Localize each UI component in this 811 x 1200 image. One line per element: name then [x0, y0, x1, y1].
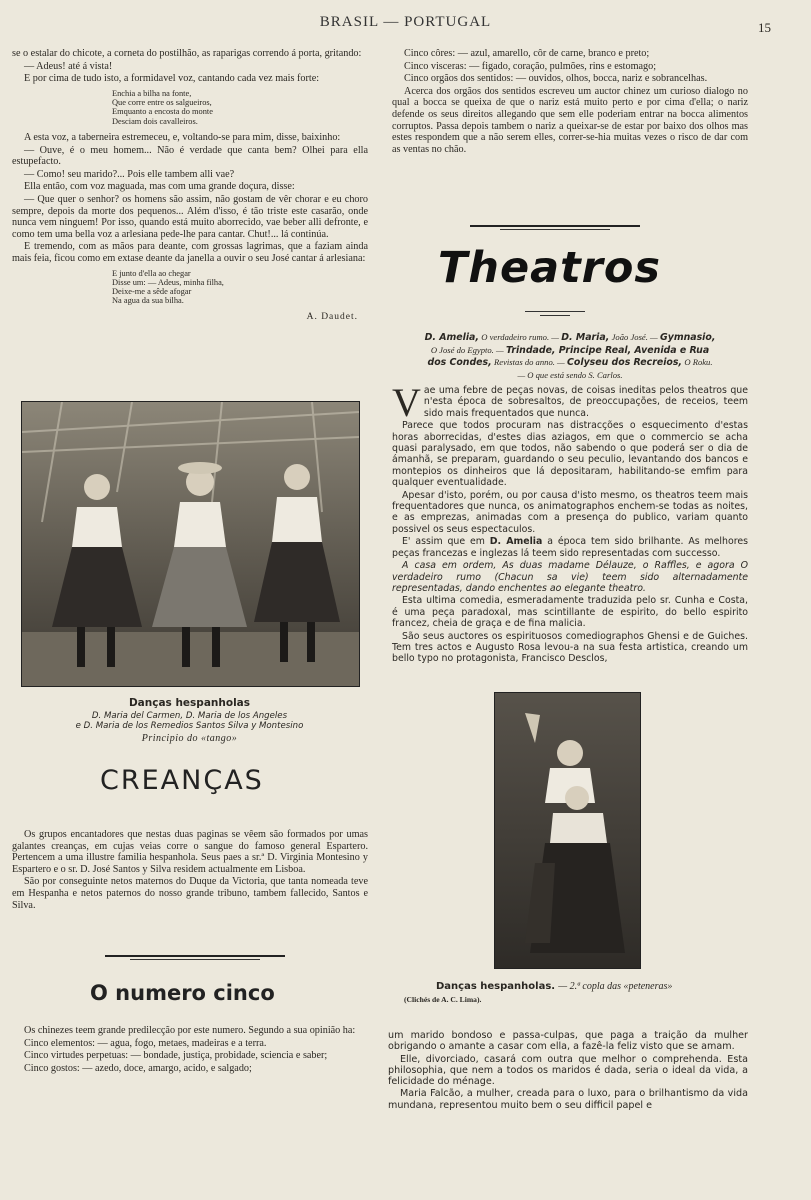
story-paragraph: A esta voz, a taberneira estremeceu, e, voltando-se para mim, disse, baixinho:	[24, 131, 341, 143]
photo1-caption-names	[21, 711, 358, 731]
photo-credit: (Clichés de A. C. Lima).	[404, 995, 482, 1004]
verse-line: Que corre entre os salgueiros,	[112, 98, 212, 108]
summary-theatre: Trindade, Principe Real, Avenida e Rua	[505, 344, 710, 356]
photo-spanish-dances-peteneras	[494, 692, 641, 969]
story-paragraph: Ella então, com voz maguada, mas com uma grande doçura, disse:	[24, 181, 295, 193]
verse-line: Disse um: — Adeus, minha filha,	[112, 277, 224, 287]
story-paragraph: — Ouve, é o meu homem... Não é verdade que canta bem? Olhei para ella estupefacto.	[12, 144, 368, 168]
section-rule	[525, 311, 585, 312]
theatre-paragraph: São seus auctores os espirituosos comediographos Ghensi e de Guiches. Tem tres actos e Augusto Rosa levou-a na sua festa artistica, creando um bello typo no protagonista, Francisco Desclos,	[392, 630, 748, 665]
verse-block	[112, 269, 368, 306]
theatre-paragraph: um marido bondoso e passa-culpas, que paga a traição da mulher obrigando o amante a casar com ella, a fazê-la feliz visto que se amam.	[388, 1030, 748, 1053]
verse-line: Na agua da sua bilha.	[112, 296, 184, 306]
caption-line: e D. Maria de los Remedios Santos Silva y Montesino	[75, 721, 304, 731]
right-top-column	[392, 48, 748, 156]
numero-heading: O numero cinco	[90, 981, 275, 1005]
verse-line: Desciam dois cavalleiros.	[112, 116, 198, 126]
story-column	[12, 48, 368, 323]
page-number: 15	[758, 20, 771, 35]
section-rule	[130, 959, 260, 960]
photo1-caption-title: Danças hespanholas	[128, 697, 251, 709]
theatre-paragraph: A casa em ordem, As duas madame Délauze, o Raffles, e agora O verdadeiro rumo (Chacun sa vie) teem sido alternadamente representadas, dando enchentes ao elegante theatro.	[392, 560, 748, 594]
summary-play: Revistas do anno. —	[494, 357, 565, 367]
story-paragraph: E por cima de tudo isto, a formidavel voz, cantando cada vez mais forte:	[24, 73, 320, 85]
summary-play: O verdadeiro rumo. —	[481, 332, 559, 342]
numero-paragraph: Cinco elementos: — agua, fogo, metaes, madeiras e a terra.	[24, 1037, 267, 1049]
story-paragraph: E tremendo, com as mãos para deante, com grossas lagrimas, que a faziam ainda mais feia, ficou como em extase deante da janella a ouvir o seu José cantar á arlesiana:	[12, 241, 368, 264]
theatre-paragraph: E' assim que em D. Amelia a época tem sido brilhante. As melhores peças francezas e inglezas lá teem sido representadas com successo.	[392, 536, 749, 559]
numero-paragraph: Cinco gostos: — azedo, doce, amargo, acido, e salgado;	[24, 1062, 252, 1074]
summary-theatre: D. Maria,	[561, 332, 610, 343]
running-title: BRASIL — PORTUGAL	[319, 14, 492, 30]
verse-line: Enchia a bilha na fonte,	[112, 88, 192, 98]
caption-line: D. Maria del Carmen, D. Maria de los Angeles	[91, 711, 288, 721]
numero-paragraph: Cinco visceras: — figado, coração, pulmões, rins e estomago;	[404, 60, 657, 72]
photo2-caption-subtitle: — 2.ª copla das «peteneras»	[558, 981, 673, 992]
creancas-paragraph: Os grupos encantadores que nestas duas paginas se vêem são formados por umas galantes creanças, em cujas veias corre o sangue do famoso general Espartero. Pertencem a uma illustre familia hespanhola. Seus paes a sr.ª D. Virginia Montesino y Espartero e o sr. D. José Santos y Silva residem actualmente em Lisboa.	[12, 829, 368, 875]
summary-play: — O que está sendo S. Carlos.	[517, 369, 623, 380]
photo-spanish-dances-tango	[21, 401, 360, 687]
summary-theatre: dos Condes,	[427, 357, 492, 368]
numero-paragraph: Cinco virtudes perpetuas: — bondade, justiça, probidade, sciencia e saber;	[24, 1050, 328, 1062]
verse-line: E junto d'ella ao chegar	[112, 268, 191, 278]
summary-theatre: Gymnasio,	[660, 332, 716, 343]
theatre-paragraph: ae uma febre de peças novas, de coisas ineditas pelos theatros que n'esta época de sobresaltos, de preoccupações, de receios, teem sido mais frequentados que nunca.	[423, 385, 748, 419]
theatre-paragraph: Elle, divorciado, casará com outra que melhor o comprehenda. Esta philosophia, que nem a todos os maridos é dada, seria o ideal da vida, a felicidade do ménage.	[388, 1053, 748, 1088]
verse-line: Deixe-me a sêde afogar	[112, 287, 192, 297]
theatre-paragraph: Parece que todos procuram nas distracções o esquecimento d'estas horas aborrecidas, d'estes dias aziagos, em que o commercio se acha quasi paralysado, em que todos, não sabendo o que poderá ser o dia de ámanhã, se preparam, guardando o seu peculio, levantando dos bancos e montepios os dinheiros que lá depositaram, habilitando-se emfim para qualquer eventualidade.	[392, 420, 748, 489]
section-rule	[105, 955, 285, 957]
theatros-summary	[385, 332, 755, 382]
story-paragraph: — Que quer o senhor? os homens são assim, não gostam de vêr chorar e eu choro sempre, depois da morte dos pequenos... Além d'isso, é tão triste este casarão, onde nunca vem ninguem! Por isso, quando está muito aborrecido, vae beber alli defronte, e como tem uma bella voz a arlesiana pede-lhe para cantar. Chut!... lá continúa.	[12, 193, 368, 240]
summary-theatre: D. Amelia,	[424, 332, 479, 343]
summary-play: João José. —	[611, 332, 658, 342]
numero-paragraph: Cinco orgãos dos sentidos: — ouvidos, olhos, bocca, nariz e sobrancelhas.	[404, 73, 708, 85]
numero-paragraph: Cinco côres: — azul, amarello, côr de carne, branco e preto;	[404, 48, 650, 59]
verse-block	[112, 89, 368, 126]
story-paragraph: se o estalar do chicote, a corneta do postilhão, as raparigas correndo á porta, gritando:	[12, 48, 362, 59]
photo2-caption-title: Danças hespanholas.	[436, 981, 556, 992]
photo2-caption	[436, 981, 756, 992]
theatros-column	[392, 380, 749, 666]
section-rule	[540, 315, 570, 316]
numero-paragraph: Os chinezes teem grande predilecção por este numero. Segundo a sua opinião ha:	[24, 1025, 356, 1036]
theatre-paragraph: Apesar d'isto, porém, ou por causa d'isto mesmo, os theatros teem mais frequentadores que nunca, os animatographos enchem-se todas as noites, e as emprezas, animadas com a presença do publico, variam quanto possivel os seus espectaculos.	[392, 489, 748, 535]
theatre-paragraph: Esta ultima comedia, esmeradamente traduzida pelo sr. Cunha e Costa, é uma peça paradoxal, mas scintillante de espirito, do bello espirito francez, cheia de graça e de fina malicia.	[392, 595, 748, 630]
verse-line: Emquanto a encosta do monte	[112, 107, 213, 117]
numero-paragraph: Acerca dos orgãos dos sentidos escreveu um auctor chinez um curioso dialogo no qual a bocca se queixa de que o nariz está muito perto e por cima d'ella; o nariz defende os seus direitos allegando que sem elle poderiam entrar na bocca alimentos corruptos. Passa depois tambem o nariz a queixar-se de estar por baixo dos olhos mas estes respondem que a não serem elles, correr-se-hia muitas vezes o risco de dar com as ventas no chão.	[392, 85, 748, 155]
creancas-paragraph: São por conseguinte netos maternos do Duque da Victoria, que tanta nomeada teve em Hespanha e netos paternos do nosso grande tribuno, tambem fallecido, Santos e Silva.	[12, 876, 368, 911]
section-rule	[500, 229, 610, 230]
theatros-heading: Theatros	[438, 243, 662, 293]
theatre-paragraph: Maria Falcão, a mulher, creada para o luxo, para o brilhantismo da vida mundana, representou muito bem o seu difficil papel e	[388, 1088, 748, 1111]
summary-play: O Roku.	[684, 357, 713, 367]
creancas-column	[12, 829, 368, 912]
creancas-heading: CREANÇAS	[100, 765, 264, 796]
theatros-continued-column	[388, 1030, 748, 1112]
summary-play: O José do Egypto. —	[430, 344, 504, 355]
photo1-caption-subtitle: Principio do «tango»	[141, 733, 238, 744]
drop-cap: V	[392, 380, 421, 425]
story-paragraph: — Adeus! até á vista!	[24, 60, 113, 72]
numero-column	[12, 1025, 368, 1075]
story-paragraph: — Como! seu marido?... Pois elle tambem alli vae?	[24, 168, 235, 180]
author-signature: A. Daudet.	[306, 311, 358, 322]
summary-theatre: Colyseu dos Recreios,	[567, 357, 682, 368]
section-rule	[470, 225, 640, 227]
